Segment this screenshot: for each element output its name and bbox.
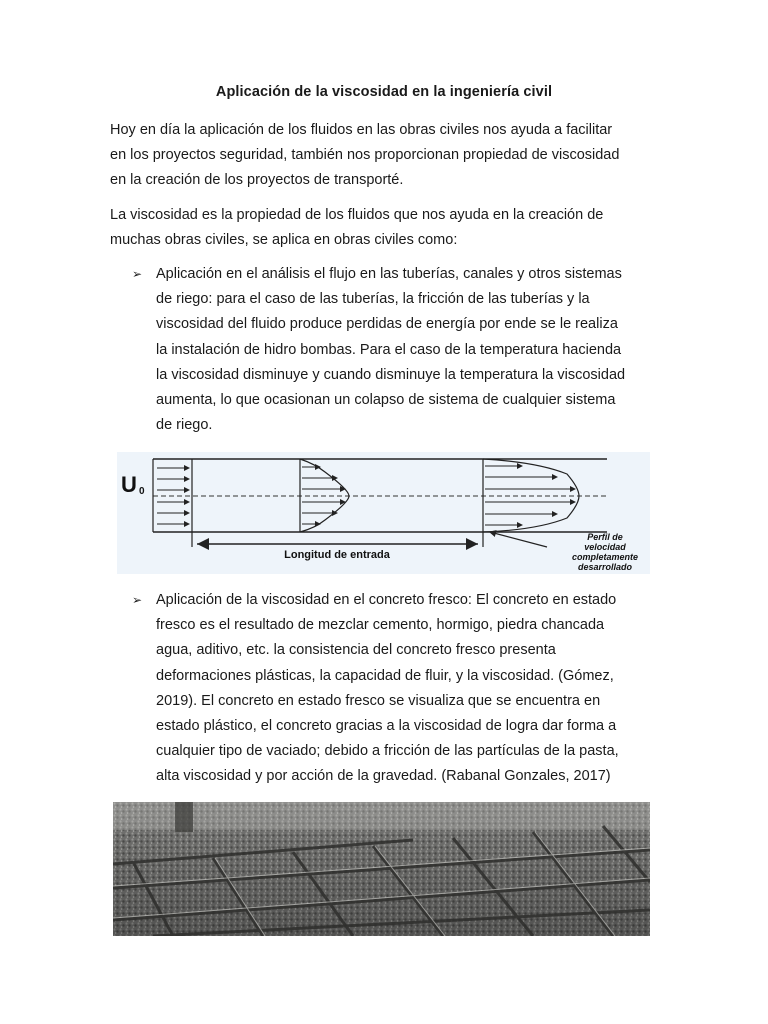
- bullet-line: aumenta, lo que ocasionan un colapso de sistema de cualquier sistema: [156, 392, 616, 409]
- velocity-profile-diagram: [117, 452, 650, 574]
- profile-label-line: desarrollado: [577, 562, 633, 572]
- para-line: La viscosidad es la propiedad de los fluidos que nos ayuda en la creación de: [110, 207, 604, 223]
- bullet-line: la instalación de hidro bombas. Para el caso de la temperatura hacienda: [156, 341, 622, 358]
- bullet-line: alta viscosidad y por acción de la gravedad. (Rabanal Gonzales, 2017): [156, 768, 611, 785]
- entrance-length-label: Longitud de entrada: [284, 549, 390, 561]
- profile-label-line: Perfil de: [587, 532, 623, 542]
- bullet-line: cualquier tipo de vaciado; debido a fricción de las partículas de la pasta,: [156, 743, 619, 760]
- velocity-profile-figure: [117, 452, 650, 574]
- bullet-item-pipes: [110, 262, 658, 442]
- bullet-text: [156, 588, 658, 790]
- bullet-line: de riego: para el caso de las tuberías, la fricción de las tuberías y la: [156, 291, 590, 308]
- bullet-line: 2019). El concreto en estado fresco se visualiza que se encuentra en: [156, 692, 601, 709]
- bullet-text: [156, 262, 658, 438]
- bullet-line: deformaciones plásticas, la capacidad de fluir, y la viscosidad. (Gómez,: [156, 667, 614, 684]
- arrowhead-bullet-icon: ➢: [132, 267, 143, 281]
- bullet-item-concrete: [110, 588, 658, 793]
- fresh-concrete-photo: [113, 802, 650, 936]
- intro-line: en la creación de los proyectos de transporté.: [110, 172, 404, 188]
- u-subscript: 0: [139, 486, 145, 497]
- bullet-line: agua, aditivo, etc. la consistencia del concreto fresco presenta: [156, 642, 556, 659]
- bullet-line: fresco es el resultado de mezclar cemento, hormigo, piedra chancada: [156, 617, 605, 634]
- u-label: U: [121, 472, 137, 497]
- intro-line: en los proyectos seguridad, también nos proporcionan propiedad de viscosidad: [110, 147, 620, 163]
- second-paragraph: [110, 203, 658, 253]
- document-title: Aplicación de la viscosidad en la ingeniería civil: [215, 84, 553, 100]
- bullet-line: Aplicación en el análisis el flujo en las tuberías, canales y otros sistemas: [156, 266, 622, 282]
- bullet-line: la viscosidad disminuye y cuando disminuye la temperatura la viscosidad: [156, 366, 626, 383]
- intro-line: Hoy en día la aplicación de los fluidos en las obras civiles nos ayuda a facilitar: [110, 122, 613, 138]
- arrowhead-bullet-icon: ➢: [132, 593, 143, 607]
- para-line: muchas obras civiles, se aplica en obras civiles como:: [110, 232, 458, 248]
- bullet-line: Aplicación de la viscosidad en el concreto fresco: El concreto en estado: [156, 592, 617, 608]
- intro-paragraph: [110, 118, 658, 193]
- profile-label-line: completamente: [571, 552, 639, 562]
- bullet-line: de riego.: [156, 417, 213, 434]
- profile-label-line: velocidad: [584, 542, 626, 552]
- bullet-line: viscosidad del fluido produce perdidas de energía por ende se le realiza: [156, 316, 618, 333]
- bullet-line: estado plástico, el concreto gracias a la viscosidad de logra dar forma a: [156, 718, 617, 735]
